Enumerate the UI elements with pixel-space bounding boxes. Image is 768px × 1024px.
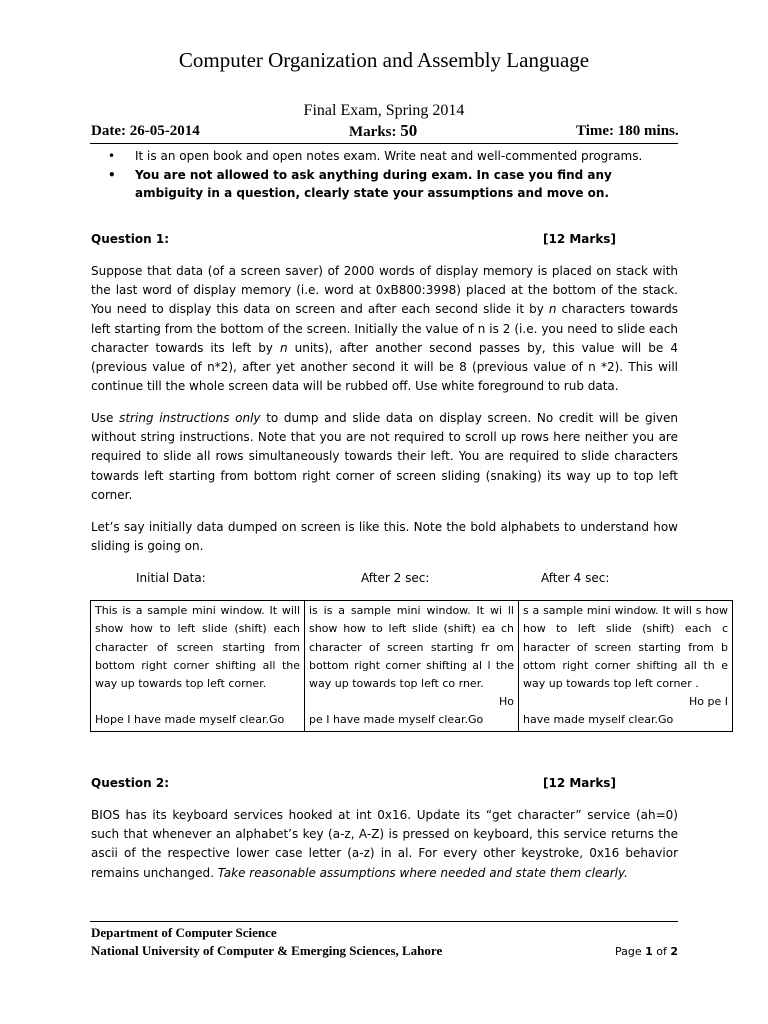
- emphasis-text: Take reasonable assumptions where needed and state them clearly.: [217, 865, 628, 880]
- instructions-list: [108, 147, 683, 203]
- emphasis-text: string instructions only: [119, 411, 261, 425]
- table-cell-2sec: [305, 601, 519, 732]
- cell-last: have made myself clear.Go: [523, 713, 674, 727]
- marks-value: 50: [400, 121, 418, 140]
- text-segment: Use: [91, 411, 120, 425]
- marks-label: Marks:: [349, 124, 401, 140]
- footer-university: National University of Computer & Emerging Sciences, Lahore: [91, 943, 443, 958]
- variable-n: n: [279, 340, 288, 355]
- text-segment: to dump and slide data on display screen. No credit will be given without string instructions. Note that you are not required to scroll up rows here neither you are required to slide all rows simultaneously towards their left. You are required to slide characters towards left starting from bottom right corner of screen sliding (snaking) its way up to top left corner.: [91, 411, 679, 502]
- table-cell-initial: [91, 601, 305, 732]
- page-number-text: Page 1 of 2: [615, 945, 679, 958]
- question-1-marks: [12 Marks]: [543, 232, 616, 246]
- table-cell-4sec: [519, 601, 733, 732]
- exam-marks: [349, 121, 417, 141]
- cell-body: is is a sample mini window. It wi ll show how to left slide (shift) ea ch character of screen starting fr om bottom right corner shifting al l the way up towards top left co rner.: [309, 604, 514, 691]
- exam-time: Time: 180 mins.: [576, 123, 679, 139]
- question-2-paragraph: [91, 806, 678, 883]
- cell-last: pe I have made myself clear.Go: [309, 713, 484, 727]
- cell-last: Hope I have made myself clear.Go: [95, 713, 285, 727]
- footer-department: Department of Computer Science: [91, 925, 277, 940]
- question-1-paragraph-3: Let’s say initially data dumped on screen is like this. Note the bold alphabets to understand how sliding is going on.: [91, 520, 678, 554]
- text-segment: characters towards left starting from the bottom of the screen. Initially the value of n is 2 (i.e. you need to slide each character towards its left by: [91, 302, 679, 355]
- text-segment: BIOS has its keyboard services hooked at int 0x16. Update its “get character” service (ah=0) such that whenever an alphabet’s key (a-z, A-Z) is pressed on keyboard, this service returns the ascii of the respective lower case letter (a-z) in al. For every other keystroke, 0x16 behavior remains unchanged.: [91, 808, 678, 880]
- question-1-label: Question 1:: [91, 232, 169, 246]
- course-title: Computer Organization and Assembly Language: [178, 48, 590, 72]
- question-2-label: Question 2:: [91, 776, 169, 790]
- cell-right: Ho: [498, 695, 514, 709]
- sliding-example-table: [90, 600, 733, 732]
- variable-n: n: [548, 302, 557, 317]
- page-number: [615, 945, 678, 958]
- footer-rule: [90, 921, 678, 922]
- table-row: [91, 601, 733, 732]
- question-2-marks: [12 Marks]: [543, 776, 616, 790]
- text-segment: units), after another second passes by, this value will be 4 (previous value of n*2), after yet another second it will be 8 (previous value of n *2). This will continue till the whole screen data will be rubbed off. Use white foreground to rub data.: [91, 340, 678, 394]
- text-segment: Suppose that data (of a screen saver) of 2000 words of display memory is placed on stack with the last word of display memory (i.e. word at 0xB800:3998) placed at the bottom of the stack. You need to display this data on screen and after each second slide it by: [91, 264, 678, 317]
- header-rule: [90, 143, 678, 144]
- question-1-paragraph-2: [91, 409, 678, 505]
- exam-date: Date: 26-05-2014: [91, 123, 200, 139]
- column-label-initial: Initial Data:: [136, 571, 206, 585]
- exam-title: Final Exam, Spring 2014: [303, 102, 465, 119]
- column-label-2sec: After 2 sec:: [361, 571, 430, 585]
- cell-body: This is a sample mini window. It will show how to left slide (shift) each character of screen starting from bottom right corner shifting all the way up towards top left corner.: [95, 604, 300, 691]
- column-label-4sec: After 4 sec:: [541, 571, 610, 585]
- cell-body: s a sample mini window. It will s how how to left slide (shift) each c haracter of screen starting from b ottom right corner shifting all th e way up towards top left corner .: [523, 604, 728, 691]
- question-1-paragraph-1: [91, 262, 678, 396]
- instruction-item: • You are not allowed to ask anything during exam. In case you find any ambiguity in a question, clearly state your assumptions and move on.: [108, 166, 683, 203]
- cell-right: Ho pe I: [689, 695, 728, 709]
- instruction-item: • It is an open book and open notes exam. Write neat and well-commented programs.: [108, 147, 683, 166]
- cell-right: [95, 693, 300, 711]
